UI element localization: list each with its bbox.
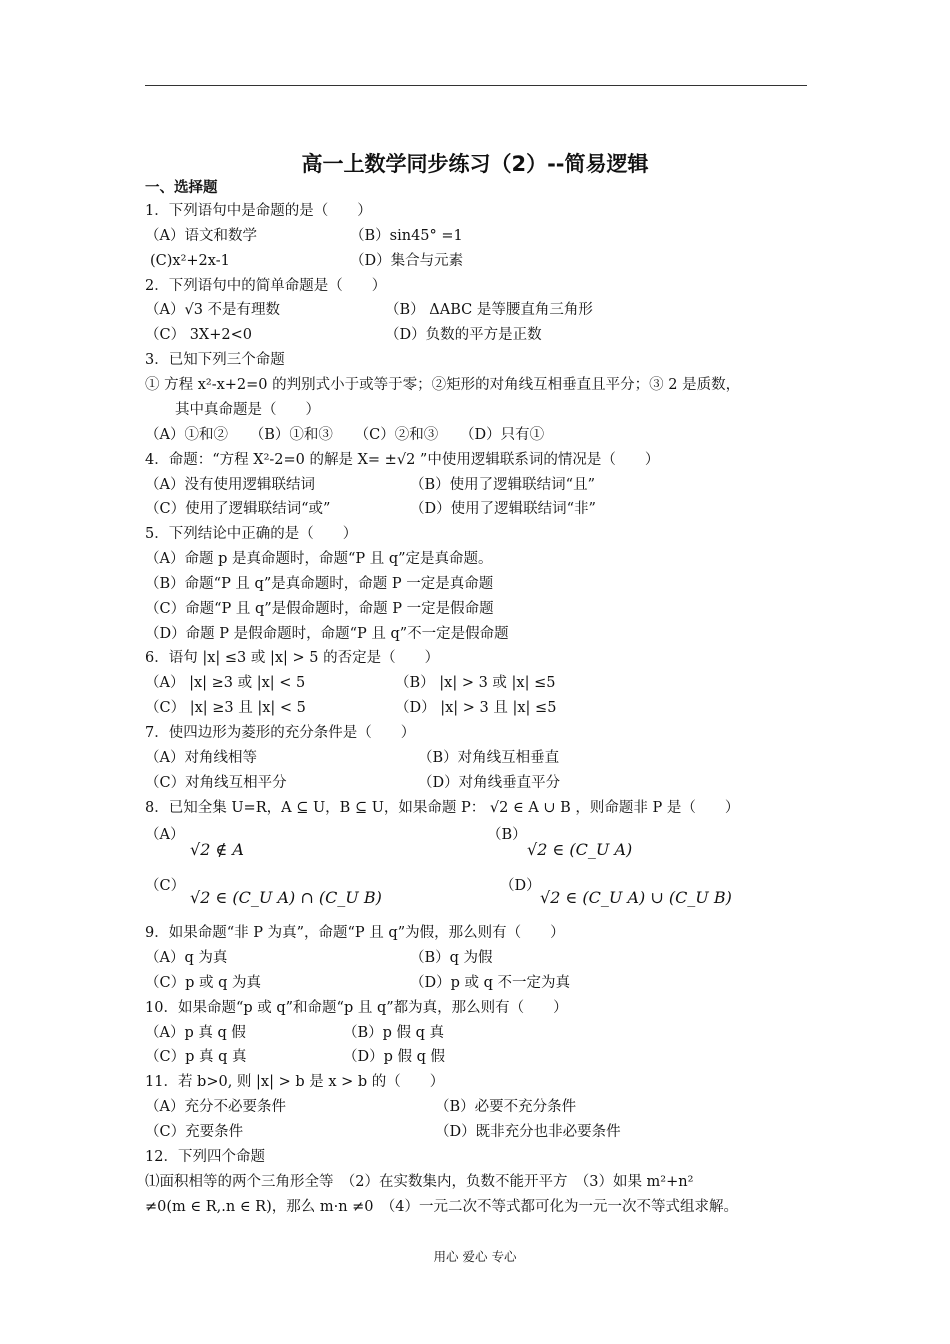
q5-option-c: （C）命题“P 且 q”是假命题时，命题 P 一定是假命题 — [145, 601, 494, 617]
q3-prompt: 其中真命题是（ ） — [175, 402, 320, 418]
q9-option-a: （A）q 为真 — [145, 950, 228, 966]
q7-option-d: （D）对角线垂直平分 — [418, 775, 561, 791]
q10-option-d: （D）p 假 q 假 — [343, 1049, 446, 1065]
question-12: 12．下列四个命题 — [145, 1149, 265, 1165]
question-1: 1．下列语句中是命题的是（ ） — [145, 203, 372, 219]
q1-option-d: （D）集合与元素 — [350, 253, 464, 269]
q8-option-a-label: （A） — [145, 827, 185, 843]
section-heading: 一、选择题 — [145, 180, 218, 196]
q12-line-1: ⑴面积相等的两个三角形全等 （2）在实数集内，负数不能开平方 （3）如果 m²+n² — [145, 1174, 694, 1190]
question-5: 5．下列结论中正确的是（ ） — [145, 526, 358, 542]
question-11: 11．若 b>0, 则 |x| > b 是 x > b 的（ ） — [145, 1074, 445, 1090]
q7-option-c: （C）对角线互相平分 — [145, 775, 287, 791]
question-2: 2．下列语句中的简单命题是（ ） — [145, 278, 387, 294]
q8-option-b-formula: √2 ∈ (C_U A) — [527, 840, 633, 859]
q2-option-b: （B） ΔABC 是等腰直角三角形 — [385, 302, 593, 318]
q8-option-d-label: （D） — [500, 878, 541, 894]
question-3: 3．已知下列三个命题 — [145, 352, 285, 368]
q7-option-b: （B）对角线互相垂直 — [418, 750, 560, 766]
question-6: 6．语句 |x| ≤3 或 |x| > 5 的否定是（ ） — [145, 650, 440, 666]
q6-option-a: （A） |x| ≥3 或 |x| < 5 — [145, 675, 306, 691]
q6-option-c: （C） |x| ≥3 且 |x| < 5 — [145, 700, 306, 716]
header-rule — [145, 85, 807, 86]
q8-option-c-label: （C） — [145, 878, 186, 894]
question-7: 7．使四边形为菱形的充分条件是（ ） — [145, 725, 416, 741]
q11-option-b: （B）必要不充分条件 — [435, 1099, 577, 1115]
page-title: 高一上数学同步练习（2）--简易逻辑 — [301, 152, 649, 176]
question-10: 10．如果命题“p 或 q”和命题“p 且 q”都为真，那么则有（ ） — [145, 1000, 568, 1016]
page-footer: 用心 爱心 专心 — [433, 1249, 517, 1264]
q5-option-d: （D）命题 P 是假命题时，命题“P 且 q”不一定是假命题 — [145, 626, 509, 642]
q11-option-d: （D）既非充分也非必要条件 — [435, 1124, 621, 1140]
q8-option-d-formula: √2 ∈ (C_U A) ∪ (C_U B) — [540, 888, 732, 907]
question-9: 9．如果命题“非 P 为真”，命题“P 且 q”为假，那么则有（ ） — [145, 925, 565, 941]
question-4: 4．命题：“方程 X²-2=0 的解是 X= ±√2 ”中使用逻辑联系词的情况是（ ） — [145, 452, 660, 468]
q2-option-d: （D）负数的平方是正数 — [385, 327, 542, 343]
q7-option-a: （A）对角线相等 — [145, 750, 257, 766]
q11-option-c: （C）充要条件 — [145, 1124, 244, 1140]
q3-options: （A）①和② （B）①和③ （C）②和③ （D）只有① — [145, 427, 545, 443]
q12-line-2: ≠0(m ∈ R,.n ∈ R)，那么 m·n ≠0 （4）一元二次不等式都可化为一元一次不等式组求解。 — [145, 1199, 738, 1215]
q6-option-d: （D） |x| > 3 且 |x| ≤5 — [395, 700, 557, 716]
q2-option-a: （A）√3 不是有理数 — [145, 302, 281, 318]
q9-option-b: （B）q 为假 — [410, 950, 493, 966]
question-8: 8．已知全集 U=R，A ⊆ U，B ⊆ U，如果命题 P： √2 ∈ A ∪ B ，则命题非 P 是（ ） — [145, 800, 740, 816]
q1-option-c: (C)x²+2x-1 — [150, 253, 230, 269]
q2-option-c: （C） 3X+2<0 — [145, 327, 253, 343]
q8-option-c-formula: √2 ∈ (C_U A) ∩ (C_U B) — [190, 888, 382, 907]
q8-option-b-label: （B） — [487, 827, 527, 843]
q6-option-b: （B） |x| > 3 或 |x| ≤5 — [395, 675, 556, 691]
q10-option-a: （A）p 真 q 假 — [145, 1025, 246, 1041]
q10-option-c: （C）p 真 q 真 — [145, 1049, 247, 1065]
q9-option-d: （D）p 或 q 不一定为真 — [410, 975, 571, 991]
q3-statements: ① 方程 x²-x+2=0 的判别式小于或等于零；②矩形的对角线互相垂直且平分；③ 2 是质数， — [145, 377, 741, 393]
q4-option-d: （D）使用了逻辑联结词“非” — [410, 501, 596, 517]
q4-option-a: （A）没有使用逻辑联结词 — [145, 477, 315, 493]
q9-option-c: （C）p 或 q 为真 — [145, 975, 261, 991]
q10-option-b: （B）p 假 q 真 — [343, 1025, 445, 1041]
q4-option-c: （C）使用了逻辑联结词“或” — [145, 501, 331, 517]
q5-option-b: （B）命题“P 且 q”是真命题时，命题 P 一定是真命题 — [145, 576, 494, 592]
q1-option-b: （B）sin45° =1 — [350, 228, 463, 244]
q11-option-a: （A）充分不必要条件 — [145, 1099, 286, 1115]
q4-option-b: （B）使用了逻辑联结词“且” — [410, 477, 595, 493]
q8-option-a-formula: √2 ∉ A — [190, 840, 244, 859]
q1-option-a: （A）语文和数学 — [145, 228, 257, 244]
q5-option-a: （A）命题 p 是真命题时，命题“P 且 q”定是真命题。 — [145, 551, 493, 567]
